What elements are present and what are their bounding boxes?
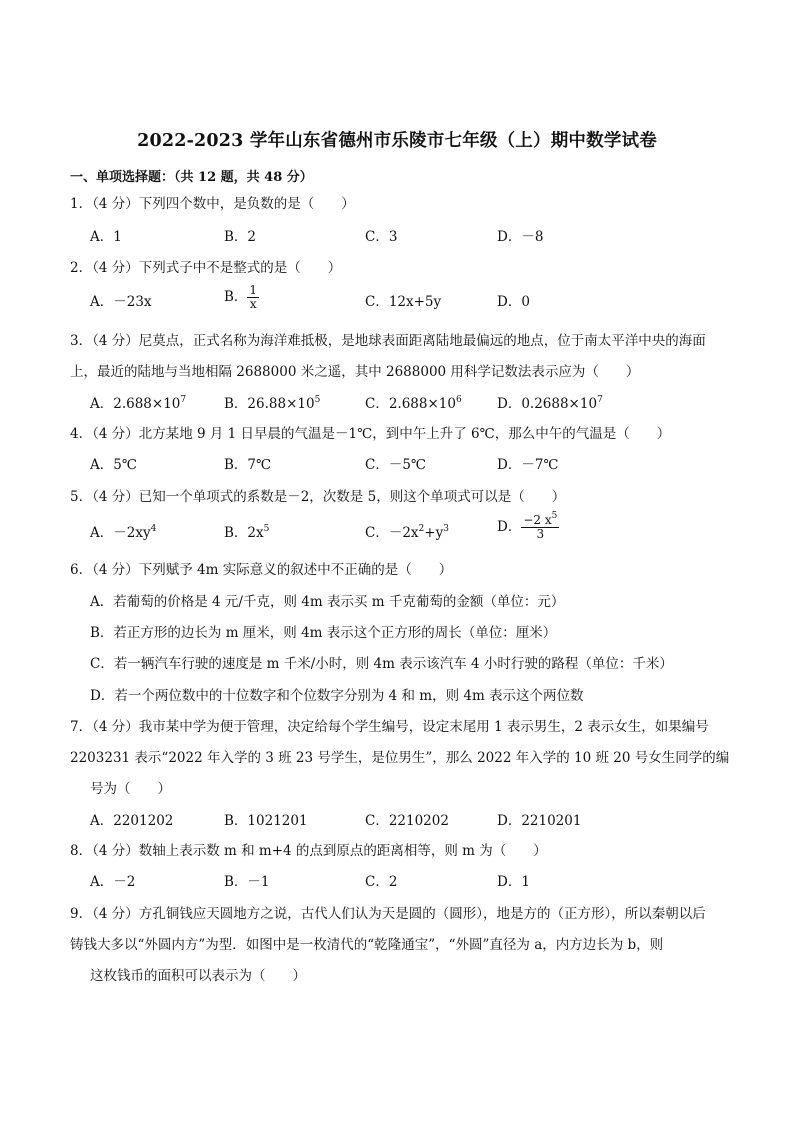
fraction [247,284,259,311]
question-2-option-c: C．12x+5y [365,294,442,310]
question-5-option-c [365,524,449,542]
option-text: C．2.688×10 [365,396,456,412]
question-5-option-b [224,524,269,542]
option-text: B．26.88×10 [224,396,315,412]
question-4-option-d: D．－7℃ [497,457,559,473]
question-7-option-d: D．2210201 [497,813,582,829]
exponent: 6 [455,395,462,405]
question-8-stem: 8．（4 分）数轴上表示数 m 和 m+4 的点到原点的距离相等，则 m 为（ ） [70,843,547,859]
option-text: A．2.688×10 [90,396,181,412]
fraction [521,511,559,541]
question-8-option-d: D．1 [497,874,530,890]
question-2-option-a: A．－23x [90,294,152,310]
option-label: D． [497,519,522,535]
question-8-option-b: B．－1 [224,874,270,890]
question-2-option-b [224,284,259,311]
question-5-option-a [90,524,156,542]
page-title: 2022-2023 学年山东省德州市乐陵市七年级（上）期中数学试卷 [137,131,657,151]
question-9-line-2: 铸钱大多以“外圆内方”为型．如图中是一枚清代的“乾隆通宝”，“外圆”直径为 a，内方边长为 b，则 [70,937,664,953]
question-4-option-c: C．－5℃ [365,457,427,473]
exponent: 3 [443,524,449,534]
question-6-option-b: B．若正方形的边长为 m 厘米，则 4m 表示这个正方形的周长（单位：厘米） [90,625,557,641]
option-label: B． [224,289,248,305]
numerator-text: −2 x [523,513,552,527]
fraction-numerator: 1 [249,283,258,297]
fraction-denominator: 3 [536,527,545,541]
exponent: 2 [418,524,425,534]
fraction-denominator: x [249,297,257,311]
question-2-option-d: D．0 [497,294,530,310]
option-text: +y [424,525,444,541]
question-1-option-a: A．1 [90,229,122,245]
question-9-line-1: 9．（4 分）方孔铜钱应天圆地方之说，古代人们认为天是圆的（圆形），地是方的（正方形），所以秦朝以后 [70,906,706,922]
question-8-option-a: A．－2 [90,874,136,890]
exponent: 5 [551,511,558,521]
question-3-option-a [90,395,186,413]
question-7-option-c: C．2210202 [365,813,449,829]
question-1-option-c: C．3 [365,229,398,245]
question-4-option-a: A．5℃ [90,457,137,473]
question-4-option-b: B．7℃ [224,457,272,473]
question-6-stem: 6．（4 分）下列赋予 4m 实际意义的叙述中不正确的是（ ） [70,562,453,578]
question-7-option-a: A．2201202 [90,813,174,829]
question-3-option-d [497,395,603,413]
option-text: A．－2xy [90,525,151,541]
question-1-option-b: B．2 [224,229,257,245]
option-text: C．－2x [365,525,419,541]
question-2-stem: 2．（4 分）下列式子中不是整式的是（ ） [70,260,342,276]
question-7-option-b: B．1021201 [224,813,308,829]
question-7-line-3: 号为（ ） [90,781,171,797]
question-6-option-c: C．若一辆汽车行驶的速度是 m 千米/小时，则 4m 表示该汽车 4 小时行驶的路程（单位：千米） [90,656,673,672]
question-7-line-2: 2203231 表示“2022 年入学的 3 班 23 号学生，是位男生”，那么 2022 年入学的 10 班 20 号女生同学的编 [70,750,730,766]
exponent: 5 [263,524,270,534]
question-3-option-c [365,395,462,413]
exponent: 5 [314,395,321,405]
question-9-line-3: 这枚钱币的面积可以表示为（ ） [90,968,306,984]
question-5-option-d [497,511,559,541]
question-3-line-1: 3．（4 分）尼莫点，正式名称为海洋难抵极，是地球表面距离陆地最偏远的地点，位于南太平洋中央的海面 [70,333,706,349]
section-heading: 一、单项选择题：（共 12 题，共 48 分） [70,170,313,185]
question-7-line-1: 7．（4 分）我市某中学为便于管理，决定给每个学生编号，设定末尾用 1 表示男生，2 表示女生，如果编号 [70,719,709,735]
question-8-option-c: C．2 [365,874,398,890]
question-3-option-b [224,395,320,413]
exponent: 7 [180,395,187,405]
option-text: B．2x [224,525,264,541]
exponent: 4 [150,524,157,534]
question-1-option-d: D．－8 [497,229,544,245]
option-text: D．0.2688×10 [497,396,598,412]
fraction-numerator [521,511,559,528]
question-6-option-d: D．若一个两位数中的十位数字和个位数字分别为 4 和 m，则 4m 表示这个两位数 [90,688,584,704]
question-1-stem: 1．（4 分）下列四个数中，是负数的是（ ） [70,196,355,212]
question-6-option-a: A．若葡萄的价格是 4 元/千克，则 4m 表示买 m 千克葡萄的金额（单位：元） [90,594,565,610]
question-5-stem: 5．（4 分）已知一个单项式的系数是－2，次数是 5，则这个单项式可以是（ ） [70,489,566,505]
question-4-stem: 4．（4 分）北方某地 9 月 1 日早晨的气温是－1℃，到中午上升了 6℃，那么中午的气温是（ ） [70,426,671,442]
exponent: 7 [597,395,603,405]
question-3-line-2: 上，最近的陆地与当地相隔 2688000 米之遥，其中 2688000 用科学记数法表示应为（ ） [70,364,640,380]
